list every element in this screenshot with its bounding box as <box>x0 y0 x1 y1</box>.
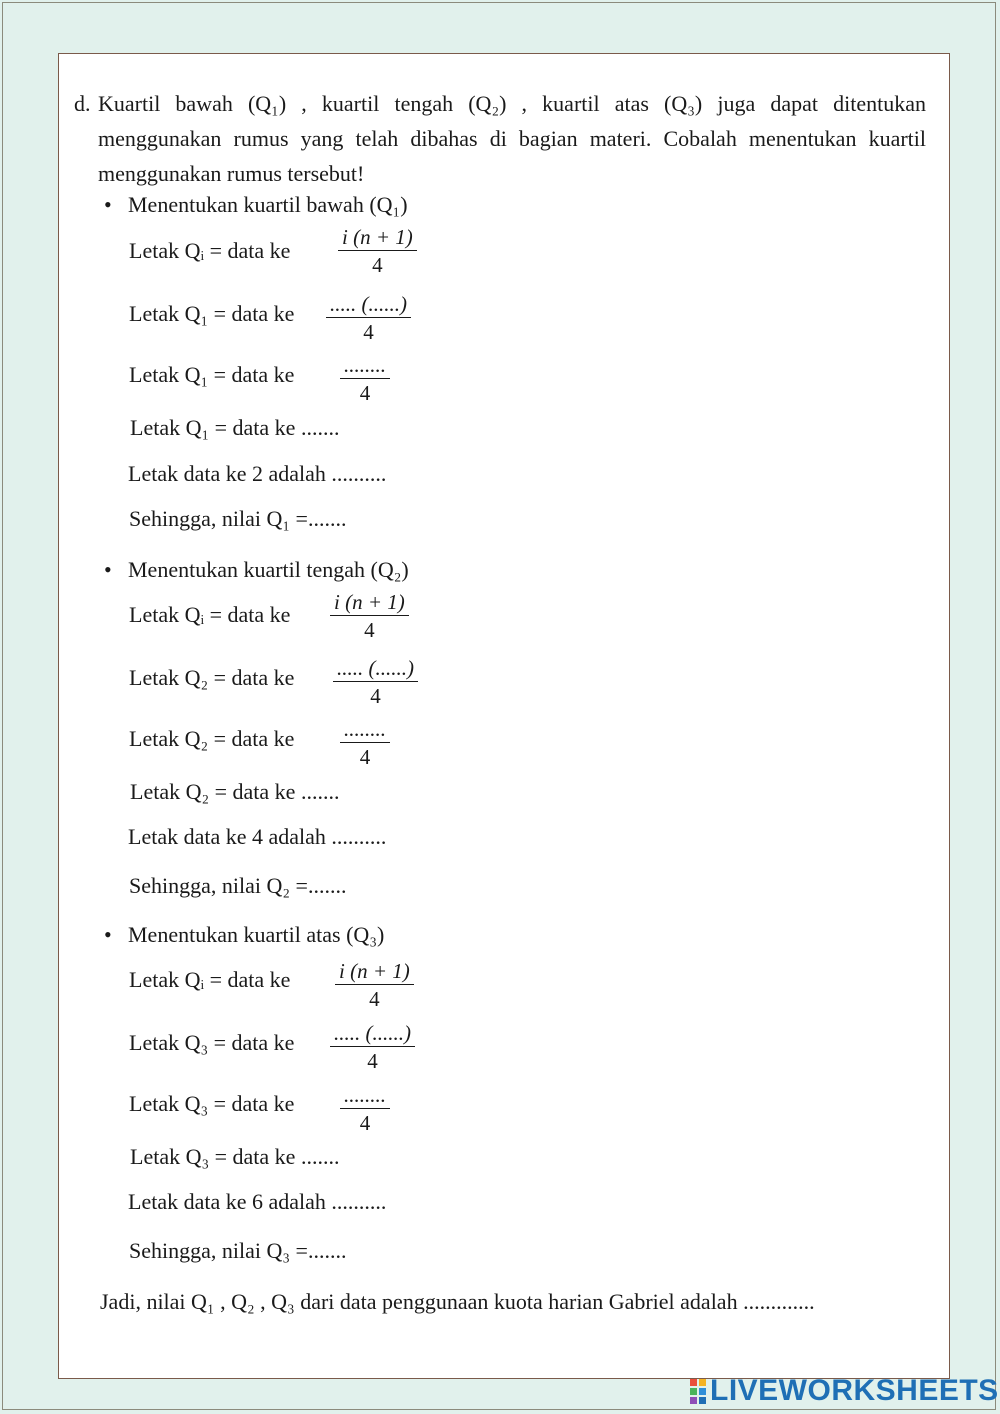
conclusion[interactable]: Jadi, nilai Q₁ , Q₂ , Q₃ dari data penggunaan kuota harian Gabriel adalah ............. <box>100 1289 815 1314</box>
step2-numerator-blank[interactable]: ........ <box>340 1082 390 1109</box>
heading-q3-symbol: (Q₃) <box>346 922 385 947</box>
heading-q3 <box>128 922 384 948</box>
step1-label-q2: Letak Q₂ = data ke <box>129 665 295 690</box>
step1-fraction-q1 <box>326 291 411 346</box>
logo-tile <box>690 1379 697 1386</box>
step2-numerator-blank[interactable]: ........ <box>340 352 390 379</box>
question-d <box>74 86 926 191</box>
step2-label-q3: Letak Q₃ = data ke <box>129 1091 295 1116</box>
formula-denominator: 4 <box>364 618 375 642</box>
heading-q1-text: Menentukan kuartil bawah <box>128 192 364 217</box>
logo-tile <box>690 1397 697 1404</box>
logo-text: LIVEWORKSHEETS <box>710 1374 999 1407</box>
position-q2[interactable]: Letak data ke 4 adalah .......... <box>128 824 387 849</box>
step2-denominator: 4 <box>359 381 371 405</box>
question-intro: Kuartil bawah (Q₁) , kuartil tengah (Q₂) , kuartil atas (Q₃) juga dapat ditentukan menggunakan rumus yang telah dibahas di bagian materi. Cobalah menentukan kuartil menggunakan rumus tersebut! <box>98 91 926 186</box>
position-q3[interactable]: Letak data ke 6 adalah .......... <box>128 1189 387 1214</box>
step2-fraction-q2 <box>340 716 390 771</box>
step2-denominator: 4 <box>359 1111 371 1135</box>
bullet-q3: • <box>104 922 112 947</box>
logo-tile <box>699 1379 706 1386</box>
step3-q3[interactable]: Letak Q₃ = data ke ....... <box>130 1144 340 1169</box>
heading-q2-symbol: (Q₂) <box>370 557 409 582</box>
heading-q1 <box>128 192 408 218</box>
step1-numerator-blank[interactable]: ..... (......) <box>333 655 418 682</box>
step1-denominator: 4 <box>363 320 374 344</box>
logo-tile <box>699 1388 706 1395</box>
position-q1[interactable]: Letak data ke 2 adalah .......... <box>128 461 387 486</box>
logo-tile <box>690 1388 697 1395</box>
step1-denominator: 4 <box>370 684 381 708</box>
heading-q2-text: Menentukan kuartil tengah <box>128 557 366 582</box>
step2-label-q2: Letak Q₂ = data ke <box>129 726 295 751</box>
step2-label-q1: Letak Q₁ = data ke <box>129 362 295 387</box>
bullet-q2: • <box>104 557 112 582</box>
formula-numerator: i (n + 1) <box>330 589 409 616</box>
step2-numerator-blank[interactable]: ........ <box>340 716 390 743</box>
formula-denominator: 4 <box>369 987 380 1011</box>
heading-q3-text: Menentukan kuartil atas <box>128 922 341 947</box>
step1-numerator-blank[interactable]: ..... (......) <box>326 291 411 318</box>
formula-numerator: i (n + 1) <box>335 958 414 985</box>
result-q3[interactable]: Sehingga, nilai Q₃ =....... <box>129 1238 347 1263</box>
step2-fraction-q1 <box>340 352 390 407</box>
step3-q1[interactable]: Letak Q₁ = data ke ....... <box>130 415 340 440</box>
step1-label-q3: Letak Q₃ = data ke <box>129 1030 295 1055</box>
formula-label-q1: Letak Qᵢ = data ke <box>129 238 291 263</box>
formula-fraction-q3 <box>335 958 414 1013</box>
formula-denominator: 4 <box>372 253 383 277</box>
result-q1[interactable]: Sehingga, nilai Q₁ =....... <box>129 506 347 531</box>
step1-numerator-blank[interactable]: ..... (......) <box>330 1020 415 1047</box>
item-marker: d. <box>74 91 91 116</box>
heading-q1-symbol: (Q₁) <box>369 192 408 217</box>
logo-mark-icon <box>690 1379 706 1404</box>
step3-q2[interactable]: Letak Q₂ = data ke ....... <box>130 779 340 804</box>
step1-denominator: 4 <box>367 1049 378 1073</box>
step1-fraction-q3 <box>330 1020 415 1075</box>
liveworksheets-logo <box>690 1373 999 1409</box>
bullet-q1: • <box>104 192 112 217</box>
heading-q2 <box>128 557 409 583</box>
step2-fraction-q3 <box>340 1082 390 1137</box>
formula-fraction-q1 <box>338 224 417 279</box>
formula-numerator: i (n + 1) <box>338 224 417 251</box>
formula-label-q2: Letak Qᵢ = data ke <box>129 602 291 627</box>
step1-label-q1: Letak Q₁ = data ke <box>129 301 295 326</box>
formula-label-q3: Letak Qᵢ = data ke <box>129 967 291 992</box>
logo-tile <box>699 1397 706 1404</box>
result-q2[interactable]: Sehingga, nilai Q₂ =....... <box>129 873 347 898</box>
formula-fraction-q2 <box>330 589 409 644</box>
step2-denominator: 4 <box>359 745 371 769</box>
step1-fraction-q2 <box>333 655 418 710</box>
